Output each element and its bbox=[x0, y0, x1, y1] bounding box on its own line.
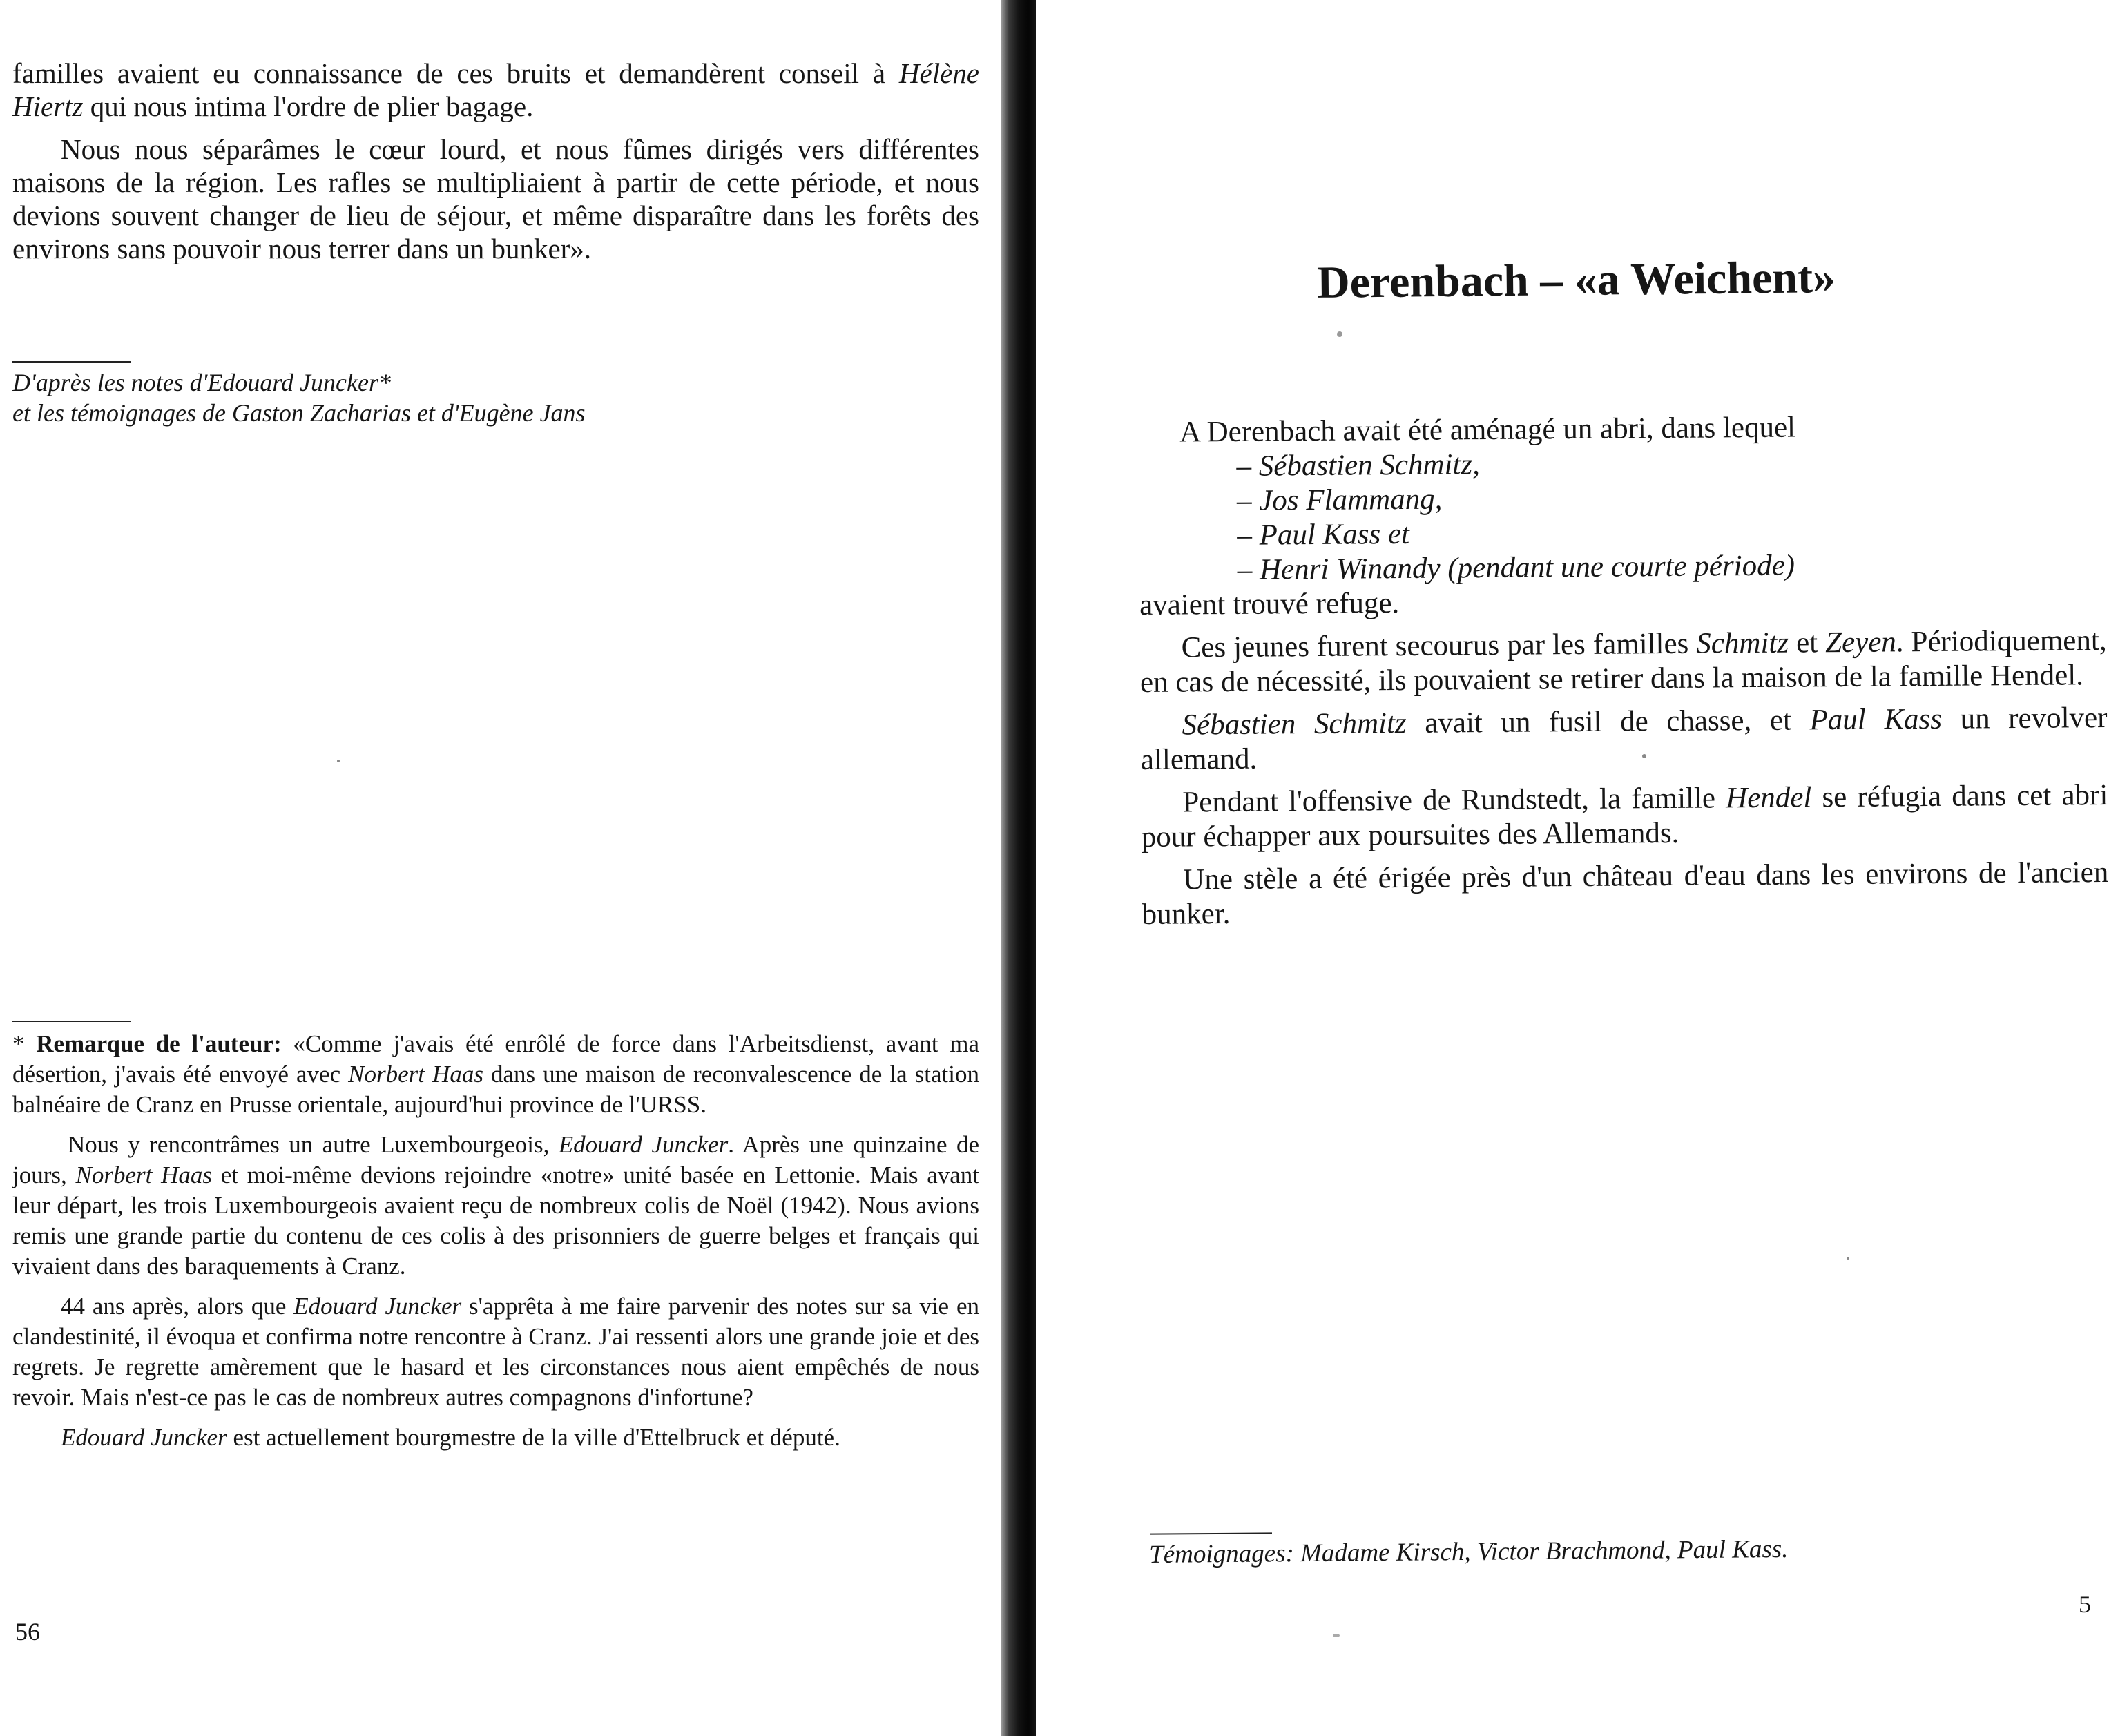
footnote-p4-text: est actuellement bourgmestre de la ville d'Ettelbruck et député. bbox=[227, 1424, 840, 1451]
paper-speck bbox=[1642, 754, 1646, 758]
paragraph-1 bbox=[12, 57, 979, 123]
paragraph-1-text: familles avaient eu connaissance de ces bruits et demandèrent conseil à bbox=[12, 57, 899, 89]
name-paul-kass: Paul Kass bbox=[1809, 702, 1943, 737]
footnote-paragraph-1 bbox=[12, 1029, 979, 1120]
footnote-paragraph-3 bbox=[12, 1291, 979, 1413]
footnote-separator-rule bbox=[12, 1021, 131, 1022]
paper-speck bbox=[1847, 1257, 1849, 1260]
list-item-text: Jos Flammang, bbox=[1259, 483, 1443, 517]
main-text-left bbox=[12, 57, 979, 265]
footnote-p3-text: 44 ans après, alors que bbox=[61, 1293, 294, 1320]
footnote-label: Remarque de l'auteur: bbox=[36, 1030, 282, 1057]
left-page bbox=[0, 0, 1001, 1736]
name-edouard-juncker: Edouard Juncker bbox=[61, 1424, 227, 1451]
footnote-p2-text-mid: . Après une quinzaine de jours, bbox=[12, 1131, 979, 1188]
source-line-2: et les témoignages de Gaston Zacharias et d'Eugène Jans bbox=[12, 399, 586, 427]
footnote-p3-text-end: s'apprêta à me faire parvenir des notes sur sa vie en clandestinité, il évoqua et confirma notre rencontre à Cranz. J'ai ressenti alors une grande joie et des regrets. Je regrette amèrement que le hasard et les circonstances nous aient empêchés de nous revoir. Mais n'est-ce pas le cas de nombreux autres compagnons d'infortune? bbox=[12, 1293, 980, 1411]
name-norbert-haas: Norbert Haas bbox=[348, 1061, 483, 1088]
paragraph-2-text: Ces jeunes furent secourus par les familles bbox=[1181, 627, 1697, 664]
intro-line: A Derenbach avait été aménagé un abri, dans lequel bbox=[1179, 411, 1796, 449]
name-edouard-juncker: Edouard Juncker bbox=[293, 1293, 462, 1320]
footnote-marker: * bbox=[12, 1030, 37, 1057]
testimony-separator-rule bbox=[1150, 1532, 1272, 1534]
refugee-list bbox=[1138, 443, 2106, 588]
paragraph-3 bbox=[1140, 701, 2108, 778]
list-dash: – bbox=[1237, 519, 1260, 552]
testimony-note: Témoignages: Madame Kirsch, Victor Brachmond, Paul Kass. bbox=[1149, 1534, 1789, 1569]
after-list-line: avaient trouvé refuge. bbox=[1139, 587, 1400, 621]
footnote-p2-text-end: et moi-même devions rejoindre «notre» unité basée en Lettonie. Mais avant leur départ, les trois Luxembourgeois avaient reçu de nombreux colis de Noël (1942). Nous avions remis une grande partie du contenu de ces colis à des prisonniers de guerre belges et français qui vivaient dans des baraquements à Cranz. bbox=[12, 1161, 979, 1280]
paragraph-3-text-end: un revolver allemand. bbox=[1140, 701, 2108, 776]
name-schmitz: Schmitz bbox=[1696, 626, 1789, 660]
footnote-p1-text-end: dans une maison de reconvalescence de la station balnéaire de Cranz en Prusse orientale, aujourd'hui province de l'URSS. bbox=[12, 1061, 979, 1118]
paragraph-2 bbox=[1139, 624, 2107, 700]
paragraph-2-text-end: . Périodiquement, en cas de nécessité, ils pouvaient se retirer dans la maison de la famille Hendel. bbox=[1139, 624, 2107, 699]
list-item-text: Henri Winandy (pendant une courte période) bbox=[1259, 549, 1795, 586]
name-helene-hiertz: Hélène Hiertz bbox=[12, 57, 979, 122]
chapter-title: Derenbach – «a Weichent» bbox=[1316, 252, 1836, 308]
list-dash: – bbox=[1236, 450, 1260, 483]
paragraph-2: Nous nous séparâmes le cœur lourd, et nous fûmes dirigés vers différentes maisons de la région. Les rafles se multipliaient à partir de cette période, et nous devions souvent changer de lieu de séjour, et même disparaître dans les forêts des environs sans pouvoir nous terrer dans un bunker». bbox=[12, 133, 979, 264]
footnote-p2-text: Nous y rencontrâmes un autre Luxembourgeois, bbox=[68, 1131, 559, 1158]
paper-speck bbox=[1337, 331, 1342, 337]
paragraph-4 bbox=[1141, 778, 2108, 855]
name-zeyen: Zeyen bbox=[1824, 626, 1896, 659]
main-text-right bbox=[1138, 408, 2109, 932]
name-sebastien-schmitz: Sébastien Schmitz bbox=[1182, 706, 1407, 742]
footnote-paragraph-2 bbox=[12, 1130, 979, 1282]
paragraph-1-text-end: qui nous intima l'ordre de plier bagage. bbox=[83, 90, 534, 122]
paragraph-2-text-mid: et bbox=[1788, 626, 1826, 659]
source-line-1: D'après les notes d'Edouard Juncker* bbox=[12, 369, 391, 396]
footnote-p1-text: «Comme j'avais été enrôlé de force dans l'Arbeitsdienst, avant ma désertion, j'avais été envoyé avec bbox=[12, 1030, 979, 1088]
list-dash: – bbox=[1236, 484, 1260, 517]
paper-speck bbox=[1333, 1634, 1340, 1637]
list-item-text: Paul Kass et bbox=[1259, 517, 1410, 552]
page-number-right: 5 bbox=[2079, 1590, 2091, 1618]
page-number-left: 56 bbox=[15, 1618, 40, 1646]
footnote-paragraph-4 bbox=[12, 1422, 979, 1453]
name-norbert-haas: Norbert Haas bbox=[75, 1161, 212, 1188]
right-page bbox=[1036, 0, 2109, 1736]
list-dash: – bbox=[1237, 553, 1260, 586]
paragraph-4-text: Pendant l'offensive de Rundstedt, la famille bbox=[1182, 782, 1726, 819]
paragraph-4-text-end: se réfugia dans cet abri pour échapper aux poursuites des Allemands. bbox=[1141, 778, 2108, 853]
paper-speck bbox=[337, 760, 340, 762]
source-separator-rule bbox=[12, 361, 131, 363]
source-note bbox=[12, 367, 910, 428]
name-edouard-juncker: Edouard Juncker bbox=[558, 1131, 729, 1158]
paragraph-5: Une stèle a été érigée près d'un château d'eau dans les environs de l'ancien bunker. bbox=[1142, 856, 2109, 931]
name-hendel: Hendel bbox=[1725, 781, 1812, 815]
paragraph-3-text: avait un fusil de chasse, et bbox=[1406, 704, 1810, 740]
footnote bbox=[12, 1029, 979, 1453]
list-item-text: Sébastien Schmitz, bbox=[1258, 448, 1481, 483]
